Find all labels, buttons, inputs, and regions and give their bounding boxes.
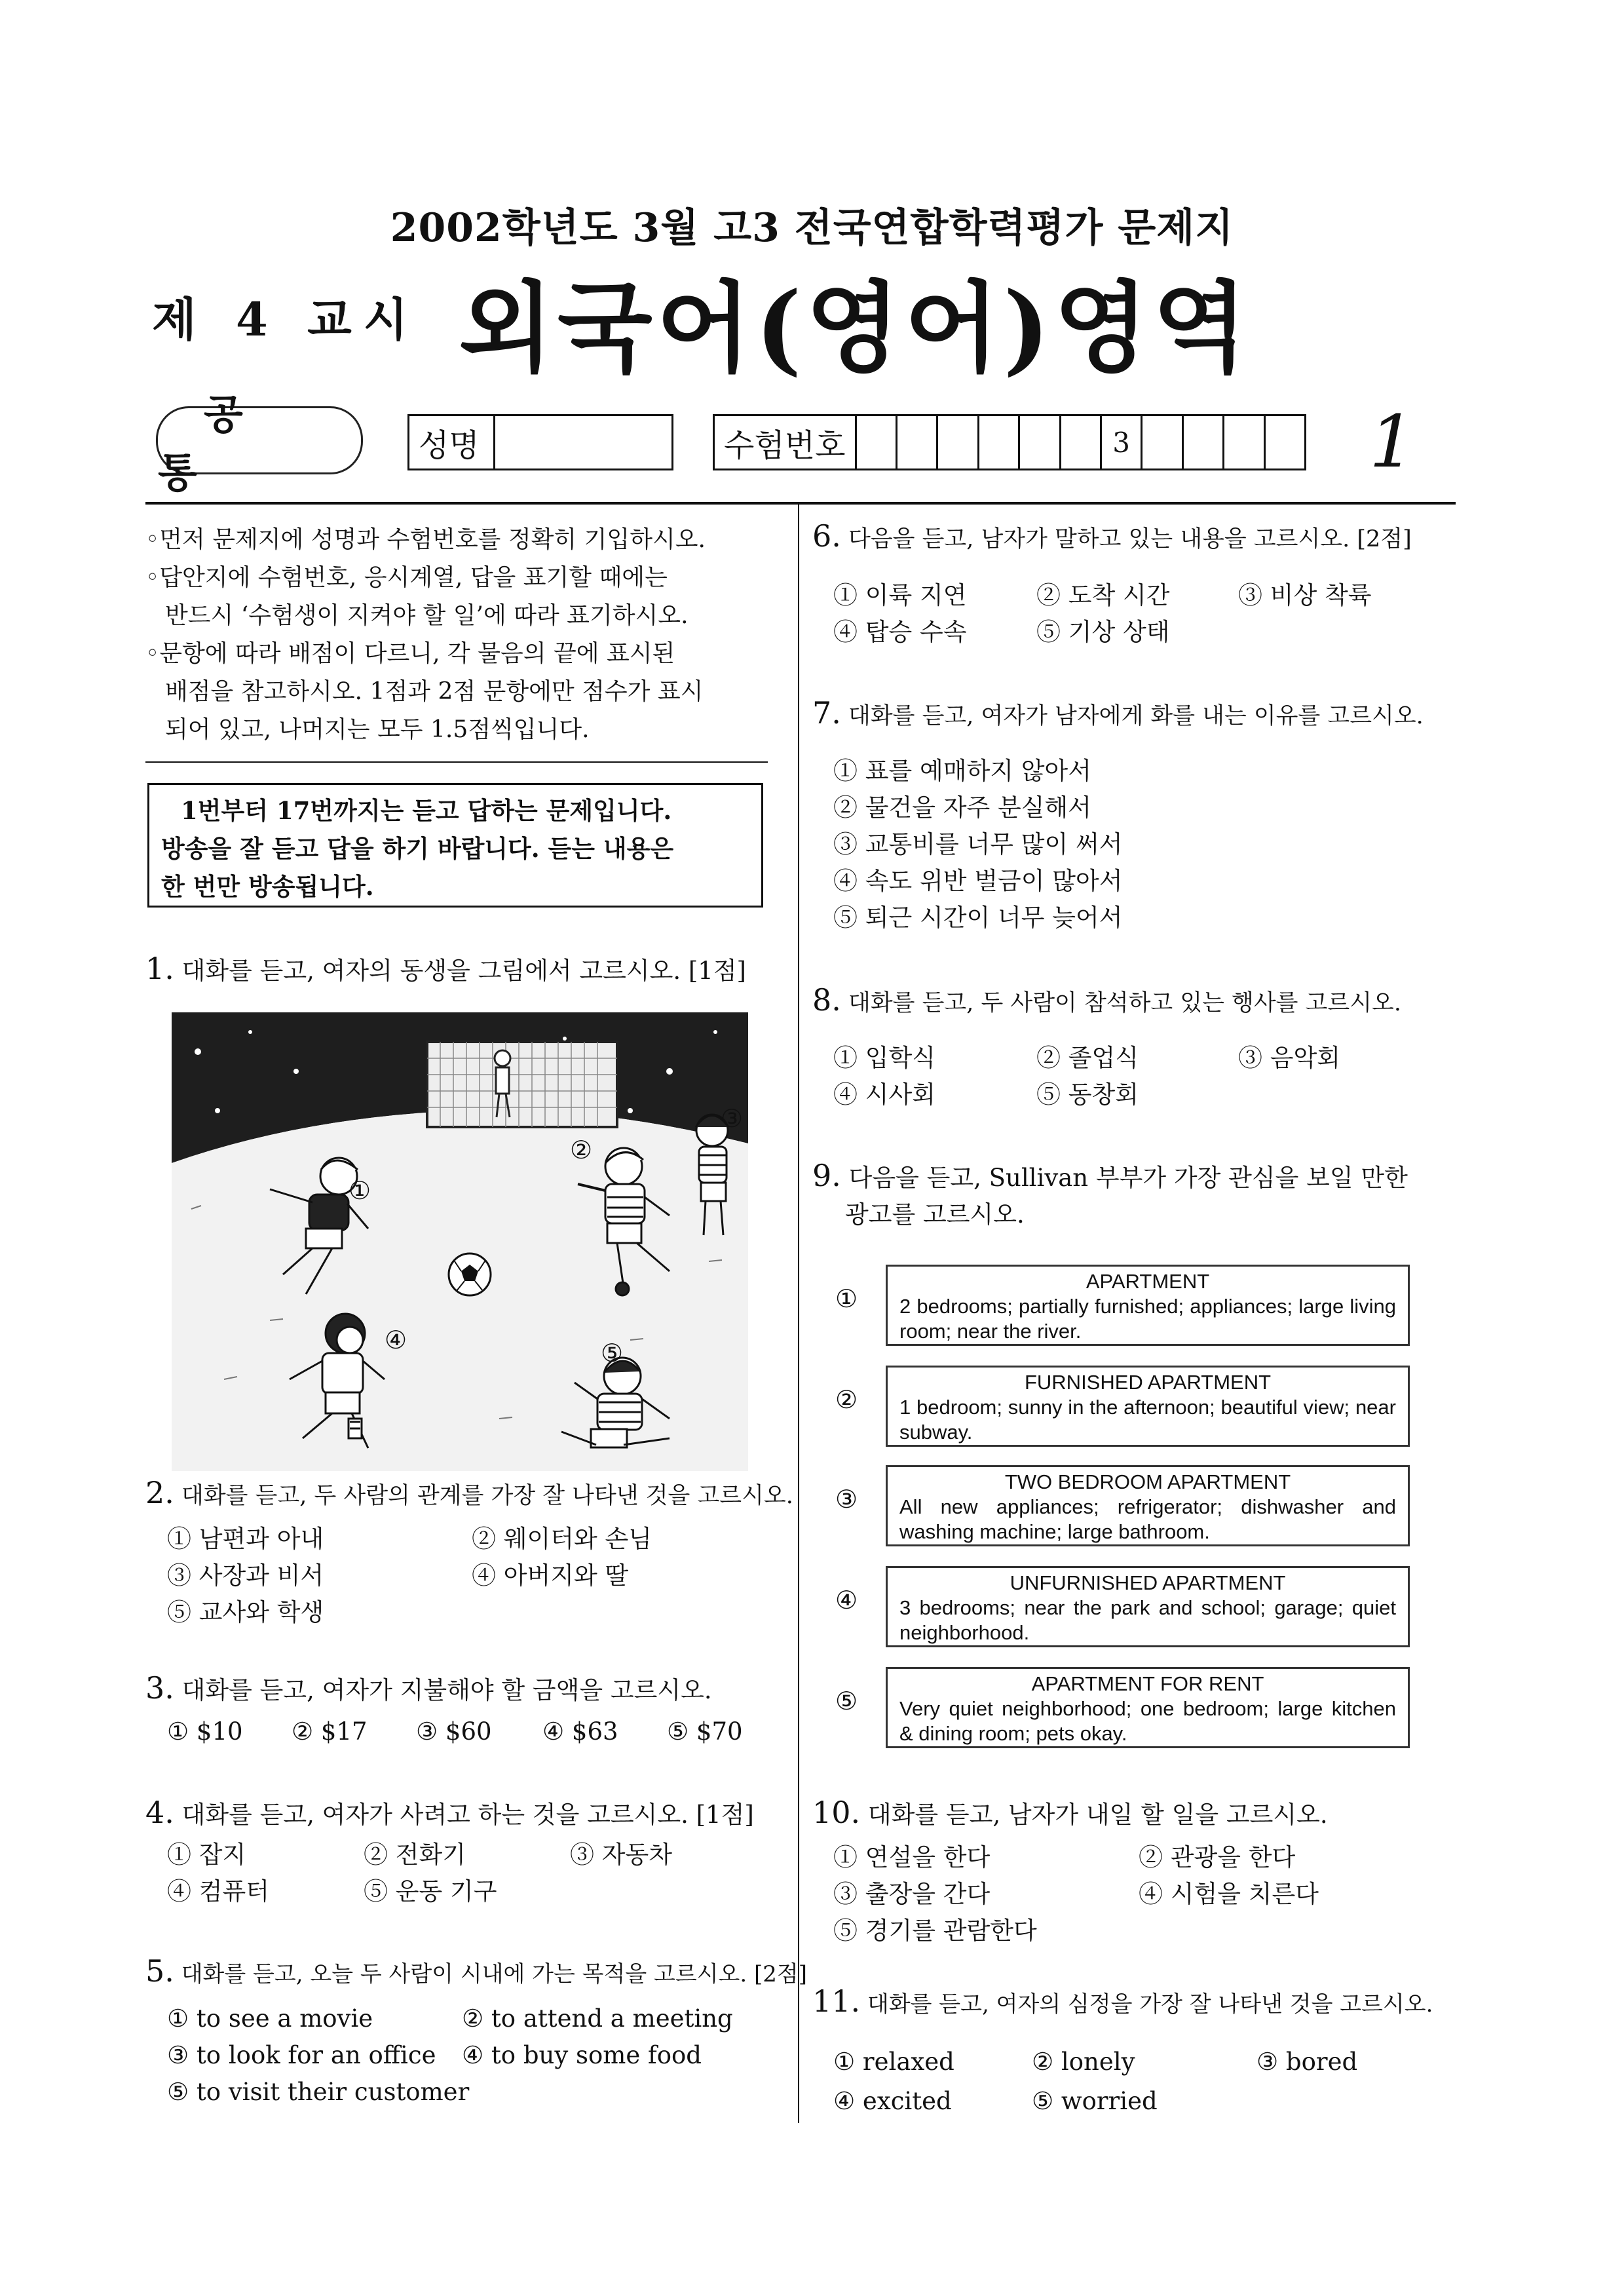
question-2: [145, 1474, 793, 1514]
q6-option[interactable]: ② 도착 시간: [1036, 581, 1170, 609]
q3-option[interactable]: ② $17: [292, 1717, 368, 1746]
question-number: 9.: [812, 1158, 841, 1193]
exam-subtitle: 2002학년도 3월 고3 전국연합학력평가 문제지: [390, 205, 1234, 251]
question-text: 대화를 듣고, 여자의 심정을 가장 잘 나타낸 것을 고르시오.: [867, 1991, 1433, 2018]
exam-digit-box: [1020, 416, 1061, 469]
question-11: [812, 1983, 1433, 2023]
q10-option[interactable]: ④ 시험을 치른다: [1139, 1880, 1319, 1908]
exam-digit-box: [857, 416, 897, 469]
soccer-illustration: [172, 1012, 748, 1471]
ad-title: APARTMENT: [1086, 1270, 1210, 1293]
question-10: [812, 1794, 1328, 1833]
instruction-line: 배점을 참고하시오. 1점과 2점 문항에만 점수가 표시: [165, 678, 704, 705]
instruction-line: ◦문항에 따라 배점이 다르니, 각 물음의 끝에 표시된: [145, 640, 675, 667]
question-text: 대화를 듣고, 여자가 사려고 하는 것을 고르시오. [1점]: [181, 1801, 754, 1829]
q2-option[interactable]: ⑤ 교사와 학생: [167, 1598, 324, 1626]
q4-option[interactable]: ② 전화기: [364, 1841, 466, 1869]
notice-line: 한 번만 방송됩니다.: [161, 872, 374, 901]
ad-marker: ④: [835, 1586, 858, 1615]
q5-option[interactable]: ④ to buy some food: [462, 2041, 702, 2069]
question-number: 4.: [145, 1795, 174, 1830]
q4-option[interactable]: ① 잡지: [167, 1841, 246, 1869]
question-number: 7.: [812, 695, 841, 731]
q3-option[interactable]: ④ $63: [542, 1717, 618, 1746]
question-9: [812, 1157, 1408, 1196]
ad-option-1[interactable]: [886, 1265, 1410, 1346]
q10-option[interactable]: ② 관광을 한다: [1139, 1843, 1296, 1871]
ad-title: APARTMENT FOR RENT: [1031, 1672, 1264, 1695]
q11-option[interactable]: ③ bored: [1256, 2048, 1358, 2076]
exam-digit-box: [1184, 416, 1224, 469]
question-text: 대화를 듣고, 오늘 두 사람이 시내에 가는 목적을 고르시오. [2점]: [181, 1961, 808, 1987]
question-text: 대화를 듣고, 여자가 남자에게 화를 내는 이유를 고르시오.: [848, 703, 1424, 729]
ad-option-5[interactable]: [886, 1667, 1410, 1748]
exam-number-label: 수험번호: [715, 416, 857, 469]
q11-option[interactable]: ② lonely: [1032, 2048, 1135, 2076]
marker-4: ④: [385, 1326, 407, 1354]
instructions-rule: [145, 761, 768, 763]
q6-option[interactable]: ⑤ 기상 상태: [1036, 618, 1170, 646]
q3-option[interactable]: ① $10: [167, 1717, 243, 1746]
ad-body: Very quiet neighborhood; one bedroom; large kitchen & dining room; pets okay.: [899, 1697, 1396, 1745]
subject-title: 외국어(영어)영역: [459, 271, 1252, 386]
question-number: 2.: [145, 1475, 174, 1510]
question-number: 10.: [812, 1795, 861, 1830]
common-badge: 공 통: [156, 406, 363, 474]
question-number: 6.: [812, 518, 841, 554]
ad-option-3[interactable]: [886, 1465, 1410, 1546]
q10-option[interactable]: ① 연설을 한다: [833, 1843, 991, 1871]
q3-option[interactable]: ③ $60: [416, 1717, 492, 1746]
q7-option[interactable]: ⑤ 퇴근 시간이 너무 늦어서: [833, 904, 1123, 932]
ad-marker: ①: [835, 1284, 858, 1313]
question-4: [145, 1794, 754, 1833]
page-number: 1: [1369, 400, 1415, 484]
question-number: 11.: [812, 1983, 861, 2019]
question-text: 대화를 듣고, 두 사람의 관계를 가장 잘 나타낸 것을 고르시오.: [181, 1483, 793, 1509]
exam-digit-filled: 3: [1102, 416, 1142, 469]
question-number: 8.: [812, 982, 841, 1018]
q10-option[interactable]: ③ 출장을 간다: [833, 1880, 991, 1908]
q6-option[interactable]: ③ 비상 착륙: [1238, 581, 1372, 609]
period-label: 제 4 교시: [152, 292, 420, 347]
q8-option[interactable]: ④ 시사회: [833, 1081, 935, 1109]
q6-option[interactable]: ④ 탑승 수속: [833, 618, 967, 646]
exam-number-field[interactable]: [713, 414, 1306, 470]
q4-option[interactable]: ④ 컴퓨터: [167, 1877, 269, 1905]
question-number: 1.: [145, 951, 174, 986]
marker-5: ⑤: [601, 1339, 624, 1368]
name-label: 성명: [409, 416, 495, 469]
ad-title: TWO BEDROOM APARTMENT: [1004, 1470, 1291, 1493]
ad-marker: ⑤: [835, 1687, 858, 1715]
ad-title: UNFURNISHED APARTMENT: [1010, 1571, 1286, 1594]
ad-body: 1 bedroom; sunny in the afternoon; beautiful view; near subway.: [899, 1396, 1396, 1444]
question-text: 대화를 듣고, 두 사람이 참석하고 있는 행사를 고르시오.: [848, 990, 1401, 1016]
name-field[interactable]: [407, 414, 673, 470]
q8-option[interactable]: ⑤ 동창회: [1036, 1081, 1139, 1109]
question-5: [145, 1953, 807, 1993]
question-text: 다음을 듣고, Sullivan 부부가 가장 관심을 보일 만한: [848, 1164, 1408, 1192]
exam-digit-box: [1061, 416, 1102, 469]
q7-option[interactable]: ② 물건을 자주 분실해서: [833, 794, 1091, 822]
q11-option[interactable]: ⑤ worried: [1032, 2087, 1158, 2115]
question-3: [145, 1670, 712, 1709]
question-number: 3.: [145, 1670, 174, 1706]
q3-option[interactable]: ⑤ $70: [667, 1717, 743, 1746]
question-text: 대화를 듣고, 여자의 동생을 그림에서 고르시오. [1점]: [181, 957, 746, 985]
instruction-line: ◦답안지에 수험번호, 응시계열, 답을 표기할 때에는: [145, 564, 668, 591]
ad-option-4[interactable]: [886, 1566, 1410, 1647]
marker-1: ①: [349, 1176, 371, 1205]
question-6: [812, 518, 1412, 558]
q6-option[interactable]: ① 이륙 지연: [833, 581, 967, 609]
marker-2: ②: [570, 1136, 593, 1164]
instruction-line: ◦먼저 문제지에 성명과 수험번호를 정확히 기입하시오.: [145, 526, 706, 553]
exam-digit-box: [979, 416, 1020, 469]
q5-option[interactable]: ② to attend a meeting: [462, 2004, 733, 2033]
question-text: 다음을 듣고, 남자가 말하고 있는 내용을 고르시오. [2점]: [848, 526, 1412, 552]
instructions: [145, 521, 768, 749]
listening-notice: [147, 783, 763, 908]
column-divider: [798, 505, 799, 2123]
ad-option-2[interactable]: [886, 1366, 1410, 1447]
question-8: [812, 982, 1401, 1022]
q4-option[interactable]: ⑤ 운동 기구: [364, 1877, 497, 1905]
q7-option[interactable]: ④ 속도 위반 벌금이 많아서: [833, 867, 1123, 895]
ad-marker: ③: [835, 1485, 858, 1514]
q2-option[interactable]: ② 웨이터와 손님: [472, 1525, 652, 1553]
q10-option[interactable]: ⑤ 경기를 관람한다: [833, 1917, 1037, 1945]
q5-option[interactable]: ① to see a movie: [167, 2004, 373, 2033]
q8-option[interactable]: ① 입학식: [833, 1044, 935, 1072]
q2-option[interactable]: ④ 아버지와 딸: [472, 1561, 629, 1590]
marker-3: ③: [721, 1104, 744, 1133]
ad-marker: ②: [835, 1385, 858, 1414]
q5-option[interactable]: ③ to look for an office: [167, 2041, 436, 2069]
q7-option[interactable]: ③ 교통비를 너무 많이 써서: [833, 830, 1123, 858]
question-text: 대화를 듣고, 남자가 내일 할 일을 고르시오.: [867, 1801, 1328, 1829]
q8-option[interactable]: ③ 음악회: [1238, 1044, 1340, 1072]
ad-body: 2 bedrooms; partially furnished; appliances; large living room; near the river.: [899, 1295, 1396, 1343]
instruction-line: 반드시 ‘수험생이 지켜야 할 일’에 따라 표기하시오.: [165, 602, 689, 629]
ad-body: 3 bedrooms; near the park and school; garage; quiet neighborhood.: [899, 1596, 1396, 1644]
notice-line: 1번부터 17번까지는 듣고 답하는 문제입니다.: [181, 796, 672, 825]
ad-body: All new appliances; refrigerator; dishwasher and washing machine; large bathroom.: [899, 1495, 1396, 1543]
q7-option[interactable]: ① 표를 예매하지 않아서: [833, 757, 1091, 785]
exam-digit-box: [1266, 416, 1304, 469]
q11-option[interactable]: ① relaxed: [833, 2048, 954, 2076]
exam-digit-box: [897, 416, 938, 469]
q4-option[interactable]: ③ 자동차: [570, 1841, 672, 1869]
q11-option[interactable]: ④ excited: [833, 2087, 952, 2115]
q8-option[interactable]: ② 졸업식: [1036, 1044, 1139, 1072]
question-1: [145, 950, 746, 989]
instruction-line: 되어 있고, 나머지는 모두 1.5점씩입니다.: [165, 716, 590, 743]
question-number: 5.: [145, 1953, 174, 1989]
exam-digit-box: [1224, 416, 1265, 469]
exam-digit-box: [938, 416, 979, 469]
q5-option[interactable]: ⑤ to visit their customer: [167, 2078, 470, 2106]
notice-line: 방송을 잘 듣고 답을 하기 바랍니다. 듣는 내용은: [161, 834, 674, 863]
q2-option[interactable]: ① 남편과 아내: [167, 1525, 324, 1553]
question-text: 대화를 듣고, 여자가 지불해야 할 금액을 고르시오.: [181, 1676, 712, 1704]
question-9-line2: 광고를 고르시오.: [845, 1200, 1025, 1229]
header-rule: [145, 502, 1456, 505]
ad-title: FURNISHED APARTMENT: [1024, 1371, 1272, 1394]
exam-digit-box: [1142, 416, 1183, 469]
question-7: [812, 695, 1424, 735]
q2-option[interactable]: ③ 사장과 비서: [167, 1561, 324, 1590]
